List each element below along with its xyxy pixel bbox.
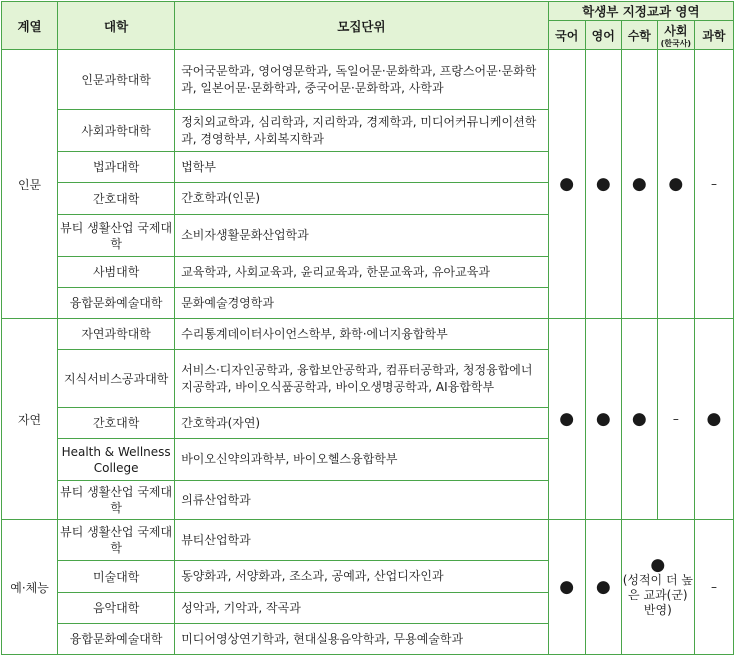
header-math: 수학	[621, 21, 657, 50]
header-social	[657, 21, 694, 50]
natural-english-mark: ●	[585, 319, 621, 520]
units-cell: 성악과, 기악과, 작곡과	[175, 593, 548, 624]
natural-korean-mark: ●	[548, 319, 585, 520]
college-cell: 뷰티 생활산업 국제대학	[58, 520, 175, 561]
units-cell: 교육학과, 사회교육과, 윤리교육과, 한문교육과, 유아교육과	[175, 257, 548, 288]
humanities-math-mark: ●	[621, 50, 657, 319]
units-cell: 국어국문학과, 영어영문학과, 독일어문·문화학과, 프랑스어문·문화학과, 일본어문·문화학과, 중국어문·문화학과, 사학과	[175, 50, 548, 110]
units-cell: 바이오신약의과학부, 바이오헬스융합학부	[175, 439, 548, 481]
header-korean: 국어	[548, 21, 585, 50]
units-cell: 미디어영상연기학과, 현대실용음악학과, 무용예술학과	[175, 624, 548, 655]
college-cell: 미술대학	[58, 561, 175, 593]
table-row	[2, 520, 734, 561]
humanities-social-mark: ●	[657, 50, 694, 319]
category-humanities: 인문	[2, 50, 58, 319]
units-cell: 간호학과(인문)	[175, 183, 548, 215]
header-social-label: 사회	[664, 24, 688, 38]
units-cell: 문화예술경영학과	[175, 288, 548, 319]
table-row	[2, 319, 734, 350]
college-cell: 지식서비스공과대학	[58, 350, 175, 408]
header-college: 대학	[58, 2, 175, 50]
header-social-sub: (한국사)	[660, 39, 692, 48]
header-english: 영어	[585, 21, 621, 50]
college-cell: 간호대학	[58, 408, 175, 439]
arts-choice-cell	[621, 520, 694, 655]
units-cell: 수리통계데이터사이언스학부, 화학·에너지융합학부	[175, 319, 548, 350]
college-cell: 법과대학	[58, 152, 175, 183]
units-cell: 뷰티산업학과	[175, 520, 548, 561]
arts-science-mark: –	[694, 520, 733, 655]
units-cell: 간호학과(자연)	[175, 408, 548, 439]
humanities-science-mark: –	[694, 50, 733, 319]
arts-english-mark: ●	[585, 520, 621, 655]
college-cell: 사회과학대학	[58, 110, 175, 152]
arts-choice-mark: ●	[650, 554, 666, 575]
humanities-korean-mark: ●	[548, 50, 585, 319]
natural-science-mark: ●	[694, 319, 733, 520]
college-cell: 융합문화예술대학	[58, 288, 175, 319]
units-cell: 서비스·디자인공학과, 융합보안공학과, 컴퓨터공학과, 청정융합에너지공학과, 바이오식품공학과, 바이오생명공학과, AI융합학부	[175, 350, 548, 408]
college-cell: 간호대학	[58, 183, 175, 215]
header-category: 계열	[2, 2, 58, 50]
natural-math-mark: ●	[621, 319, 657, 520]
header-science: 과학	[694, 21, 733, 50]
units-cell: 정치외교학과, 심리학과, 지리학과, 경제학과, 미디어커뮤니케이션학과, 경영학부, 사회복지학과	[175, 110, 548, 152]
college-cell: 융합문화예술대학	[58, 624, 175, 655]
category-arts: 예·체능	[2, 520, 58, 655]
category-natural: 자연	[2, 319, 58, 520]
college-cell: Health & Wellness College	[58, 439, 175, 481]
college-cell: 음악대학	[58, 593, 175, 624]
table-row	[2, 50, 734, 110]
header-unit: 모집단위	[175, 2, 548, 50]
units-cell: 의류산업학과	[175, 481, 548, 520]
college-cell: 자연과학대학	[58, 319, 175, 350]
units-cell: 법학부	[175, 152, 548, 183]
admission-table	[1, 1, 734, 655]
college-cell: 뷰티 생활산업 국제대학	[58, 481, 175, 520]
college-cell: 인문과학대학	[58, 50, 175, 110]
arts-choice-note: (성적이 더 높은 교과(군) 반영)	[622, 572, 693, 617]
header-subjects-group: 학생부 지정교과 영역	[548, 2, 733, 21]
college-cell: 뷰티 생활산업 국제대학	[58, 215, 175, 257]
humanities-english-mark: ●	[585, 50, 621, 319]
units-cell: 동양화과, 서양화과, 조소과, 공예과, 산업디자인과	[175, 561, 548, 593]
arts-korean-mark: ●	[548, 520, 585, 655]
college-cell: 사범대학	[58, 257, 175, 288]
units-cell: 소비자생활문화산업학과	[175, 215, 548, 257]
natural-social-mark: –	[657, 319, 694, 520]
